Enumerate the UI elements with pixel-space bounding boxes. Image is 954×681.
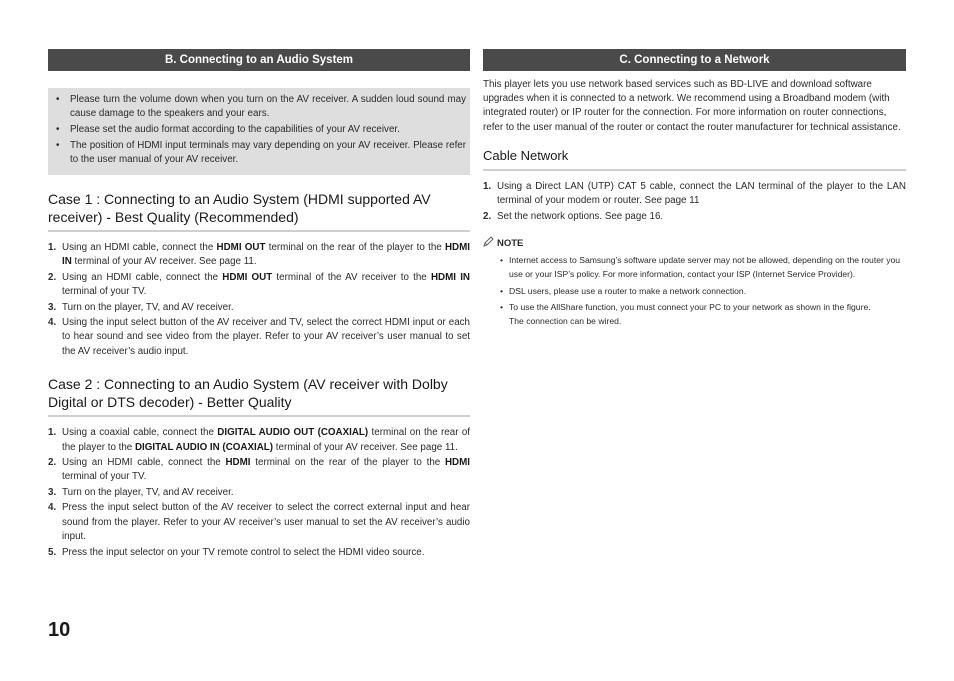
step-text: terminal of the AV receiver to the <box>272 271 431 283</box>
terminal-label: DIGITAL AUDIO IN (COAXIAL) <box>134 441 274 453</box>
step-text: Using a coaxial cable, connect the <box>62 427 218 439</box>
case1-title: Case 1 : Connecting to an Audio System (HDMI supported AV receiver) - Best Quality (Recommended) <box>48 190 470 232</box>
network-intro: This player lets you use network based services such as BD-LIVE and download software upgrades when it is connected to a network. We recommend using a Broadband modem (with integrated router) or IP router for the connection. For more information on router connections, refer to the user manual of the router or contact the router manufacturer for technical assistance. <box>483 79 901 133</box>
step-text: Turn on the player, TV, and AV receiver. <box>62 301 234 313</box>
step-text: terminal of your TV. <box>62 471 147 483</box>
caution-item: • Please turn the volume down when you turn on the AV receiver. A sudden loud sound may cause damage to the speakers and your ears. <box>56 94 466 119</box>
step-number: 4. <box>48 317 57 329</box>
step-text: terminal of your AV receiver. See page 11. <box>273 441 458 453</box>
terminal-label: HDMI IN <box>62 242 471 268</box>
step-text: Using a Direct LAN (UTP) CAT 5 cable, connect the LAN terminal of the player to the LAN terminal of your modem or router. See page 11 <box>497 180 906 207</box>
step-item <box>483 180 906 209</box>
step-text: terminal on the rear of the player to the <box>62 427 470 453</box>
step-text: Using an HDMI cable, connect the <box>62 271 223 283</box>
terminal-label: HDMI OUT <box>222 271 273 283</box>
step-number: 2. <box>48 457 57 469</box>
note-item: • Internet access to Samsung’s software update server may not be allowed, depending on the router you use or your ISP’s policy. For more information, contact your ISP (Internet Service Provider). <box>500 255 901 279</box>
step-item <box>48 301 470 315</box>
step-text: terminal of your AV receiver. See page 11. <box>71 256 257 268</box>
step-item <box>48 426 470 455</box>
section-title-audio: B. Connecting to an Audio System <box>48 49 470 71</box>
case1-steps <box>48 241 470 359</box>
step-item <box>483 210 906 224</box>
page-number: 10 <box>48 619 71 641</box>
note-item: • DSL users, please use a router to make a network connection. <box>500 285 747 296</box>
step-item <box>48 501 470 544</box>
step-text: Set the network options. See page 16. <box>497 210 664 222</box>
step-number: 3. <box>48 301 57 313</box>
step-number: 5. <box>48 546 57 558</box>
caution-item: • Please set the audio format according to the capabilities of your AV receiver. <box>56 124 400 135</box>
note-label: NOTE <box>497 238 524 250</box>
cable-network-steps <box>483 180 906 224</box>
step-text: Press the input selector on your TV remote control to select the HDMI video source. <box>62 546 425 558</box>
step-item <box>48 241 470 270</box>
terminal-label: HDMI <box>225 457 251 469</box>
step-text: terminal on the rear of the player to the <box>265 242 445 253</box>
case2-steps <box>48 426 470 560</box>
step-item <box>48 546 470 560</box>
terminal-label: DIGITAL AUDIO OUT (COAXIAL) <box>217 427 369 439</box>
step-number: 1. <box>483 180 492 192</box>
step-item <box>48 316 470 359</box>
step-text: Press the input select button of the AV receiver to select the correct external input and hear sound from the player. Refer to your AV receiver’s user manual to set the AV receiver’s audio input. <box>62 502 470 543</box>
note-item: • To use the AllShare function, you must connect your PC to your network as shown in the figure. The connection can be wired. <box>500 302 871 327</box>
right-column <box>483 49 906 329</box>
step-text: Using an HDMI cable, connect the <box>62 457 226 469</box>
terminal-label: HDMI IN <box>430 271 470 283</box>
step-text: Turn on the player, TV, and AV receiver. <box>62 486 234 498</box>
step-text: terminal of your TV. <box>62 286 147 298</box>
step-number: 1. <box>48 242 57 253</box>
step-number: 2. <box>48 271 57 283</box>
caution-box <box>48 88 470 175</box>
cable-network-title: Cable Network <box>483 147 906 171</box>
step-item <box>48 271 470 300</box>
case2-title: Case 2 : Connecting to an Audio System (AV receiver with Dolby Digital or DTS decoder) - Better Quality <box>48 375 470 417</box>
step-item <box>48 456 470 485</box>
step-number: 3. <box>48 486 57 498</box>
step-text: terminal on the rear of the player to the <box>250 457 445 469</box>
step-number: 2. <box>483 210 492 222</box>
terminal-label: HDMI <box>444 457 470 469</box>
note-heading <box>483 236 906 251</box>
step-item <box>48 486 470 500</box>
step-text: Using an HDMI cable, connect the <box>62 242 217 253</box>
terminal-label: HDMI OUT <box>216 242 266 253</box>
step-number: 4. <box>48 502 57 514</box>
step-text: Using the input select button of the AV receiver and TV, select the correct HDMI input or each to hear sound and see video from the player. Refer to your AV receiver’s user manual to set the AV receiver’s audio input. <box>62 317 470 357</box>
left-column <box>48 49 470 561</box>
caution-item: • The position of HDMI input terminals may vary depending on your AV receiver. Please refer to the user manual of your AV receiver. <box>56 140 466 165</box>
pencil-note-icon <box>483 236 494 251</box>
section-title-network: C. Connecting to a Network <box>483 49 906 71</box>
step-number: 1. <box>48 427 57 439</box>
